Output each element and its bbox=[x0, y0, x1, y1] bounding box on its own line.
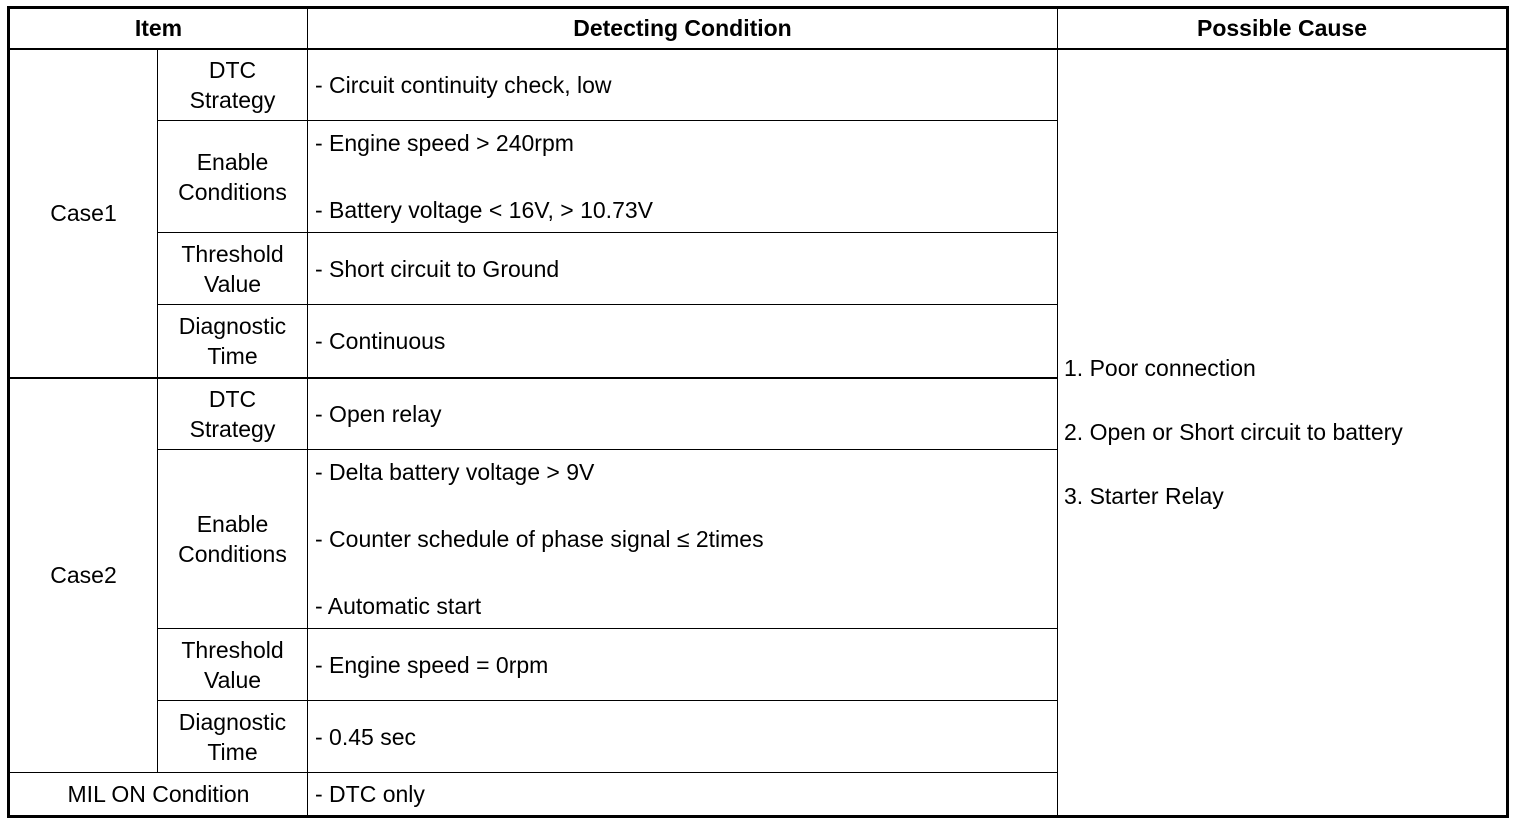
condition-cell: - 0.45 sec bbox=[308, 701, 1058, 773]
row-name: DTC Strategy bbox=[158, 49, 308, 121]
condition-cell: - Open relay bbox=[308, 378, 1058, 450]
case2-label: Case2 bbox=[9, 378, 158, 773]
condition-cell: - Continuous bbox=[308, 305, 1058, 378]
header-detecting-condition: Detecting Condition bbox=[308, 8, 1058, 49]
condition-cell: - Engine speed > 240rpm - Battery voltage < 16V, > 10.73V bbox=[308, 121, 1058, 233]
condition-cell: - Circuit continuity check, low bbox=[308, 49, 1058, 121]
dtc-table bbox=[7, 6, 1509, 818]
mil-condition: - DTC only bbox=[308, 773, 1058, 817]
header-item: Item bbox=[9, 8, 308, 49]
case1-label: Case1 bbox=[9, 49, 158, 378]
row-name: Diagnostic Time bbox=[158, 305, 308, 378]
condition-cell: - Engine speed = 0rpm bbox=[308, 629, 1058, 701]
cause-item: 2. Open or Short circuit to battery bbox=[1064, 419, 1403, 446]
cause-item: 3. Starter Relay bbox=[1064, 483, 1224, 510]
possible-cause-cell bbox=[1058, 49, 1508, 817]
row-name: Diagnostic Time bbox=[158, 701, 308, 773]
cause-item: 1. Poor connection bbox=[1064, 355, 1256, 382]
row-name: DTC Strategy bbox=[158, 378, 308, 450]
condition-cell: - Delta battery voltage > 9V - Counter schedule of phase signal ≤ 2times - Automatic start bbox=[308, 450, 1058, 629]
table-row bbox=[9, 49, 1508, 121]
row-name: Enable Conditions bbox=[158, 450, 308, 629]
header-possible-cause: Possible Cause bbox=[1058, 8, 1508, 49]
row-name: Threshold Value bbox=[158, 629, 308, 701]
row-name: Enable Conditions bbox=[158, 121, 308, 233]
mil-label: MIL ON Condition bbox=[9, 773, 308, 817]
header-row bbox=[9, 8, 1508, 49]
condition-cell: - Short circuit to Ground bbox=[308, 233, 1058, 305]
row-name: Threshold Value bbox=[158, 233, 308, 305]
